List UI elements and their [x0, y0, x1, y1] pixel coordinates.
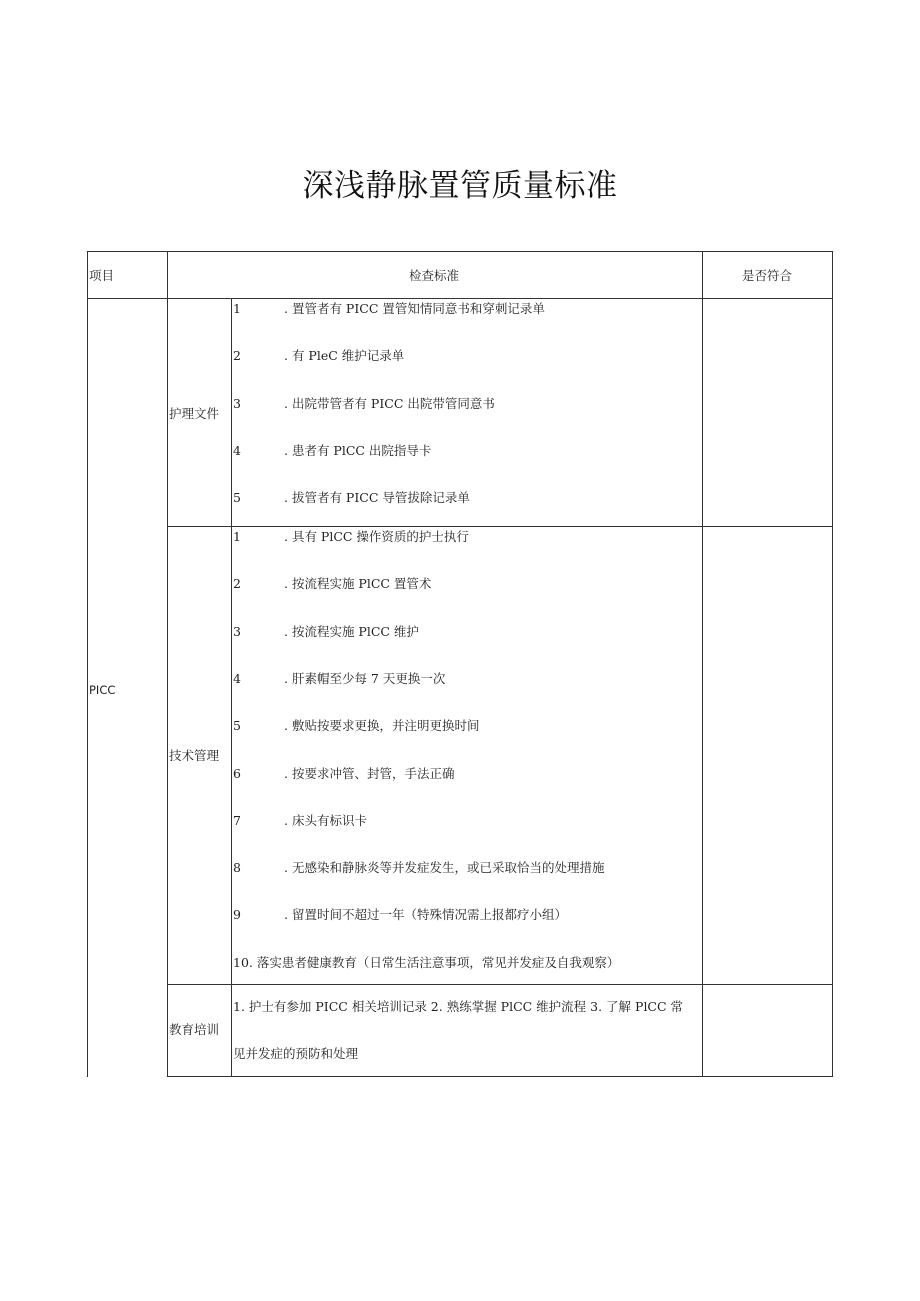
section-column-border — [231, 298, 232, 1077]
list-item-text: 10. 落实患者健康教育（日常生活注意事项，常见并发症及自我观察） — [233, 955, 620, 970]
header-item: 项目 — [89, 268, 115, 283]
list-item-text: . 留置时间不超过一年（特殊情况需上报都疗小组） — [284, 907, 567, 922]
compliance-column-border — [702, 251, 703, 1077]
list-item-text: . 敷贴按要求更换，并注明更换时间 — [284, 718, 480, 733]
list-item-number: 2 — [233, 576, 241, 591]
header-compliance: 是否符合 — [742, 268, 793, 283]
list-item-number: 1 — [233, 529, 241, 544]
list-item-text: . 置管者有 PICC 置管知情同意书和穿刺记录单 — [284, 301, 545, 316]
table-right-border — [832, 251, 833, 1077]
page-title: 深浅静脉置管质量标准 — [302, 168, 618, 204]
list-item-number: 4 — [233, 443, 241, 458]
list-item-number: 7 — [233, 813, 241, 828]
list-item-number: 2 — [233, 348, 241, 363]
training-text-line-1: 1. 护士有参加 PICC 相关培训记录 2. 熟练掌握 PlCC 维护流程 3. 了解 PlCC 常 — [233, 999, 684, 1014]
list-item-number: 3 — [233, 396, 241, 411]
table-bottom-border — [167, 1076, 833, 1077]
table-top-border — [87, 251, 833, 252]
section-divider-1 — [167, 526, 833, 527]
item-column-border — [167, 251, 168, 1077]
section-divider-2 — [167, 984, 833, 985]
table-left-border — [87, 251, 88, 1077]
section-name-training: 教育培训 — [169, 1022, 220, 1037]
list-item-text: . 有 PleC 维护记录单 — [284, 348, 405, 363]
section-name-tech-management: 技术管理 — [169, 748, 220, 763]
list-item-text: . 拔管者有 PICC 导管拔除记录单 — [284, 490, 470, 505]
list-item-text: . 出院带管者有 PICC 出院带管同意书 — [284, 396, 495, 411]
list-item-text: . 按流程实施 PlCC 置管术 — [284, 576, 432, 591]
section-name-nursing-docs: 护理文件 — [169, 406, 220, 421]
list-item-number: 4 — [233, 671, 241, 686]
header-bottom-border — [87, 298, 833, 299]
header-standard: 检查标准 — [409, 268, 460, 283]
project-label: PICC — [89, 683, 116, 697]
list-item-text: . 患者有 PlCC 出院指导卡 — [284, 443, 432, 458]
training-text-line-2: 见并发症的预防和处理 — [233, 1046, 359, 1061]
list-item-number: 3 — [233, 624, 241, 639]
list-item-text: . 无感染和静脉炎等并发症发生，或已采取恰当的处理措施 — [284, 860, 605, 875]
list-item-text: . 床头有标识卡 — [284, 813, 367, 828]
list-item-text: . 按流程实施 PlCC 维护 — [284, 624, 419, 639]
list-item-text: . 具有 PlCC 操作资质的护士执行 — [284, 529, 469, 544]
list-item-number: 5 — [233, 490, 241, 505]
list-item-text: . 肝素帽至少每 7 天更换一次 — [284, 671, 446, 686]
list-item-text: . 按要求冲管、封管，手法正确 — [284, 766, 455, 781]
list-item-number: 6 — [233, 766, 241, 781]
list-item-number: 1 — [233, 301, 241, 316]
list-item-number: 9 — [233, 907, 241, 922]
list-item-number: 8 — [233, 860, 241, 875]
list-item-number: 5 — [233, 718, 241, 733]
